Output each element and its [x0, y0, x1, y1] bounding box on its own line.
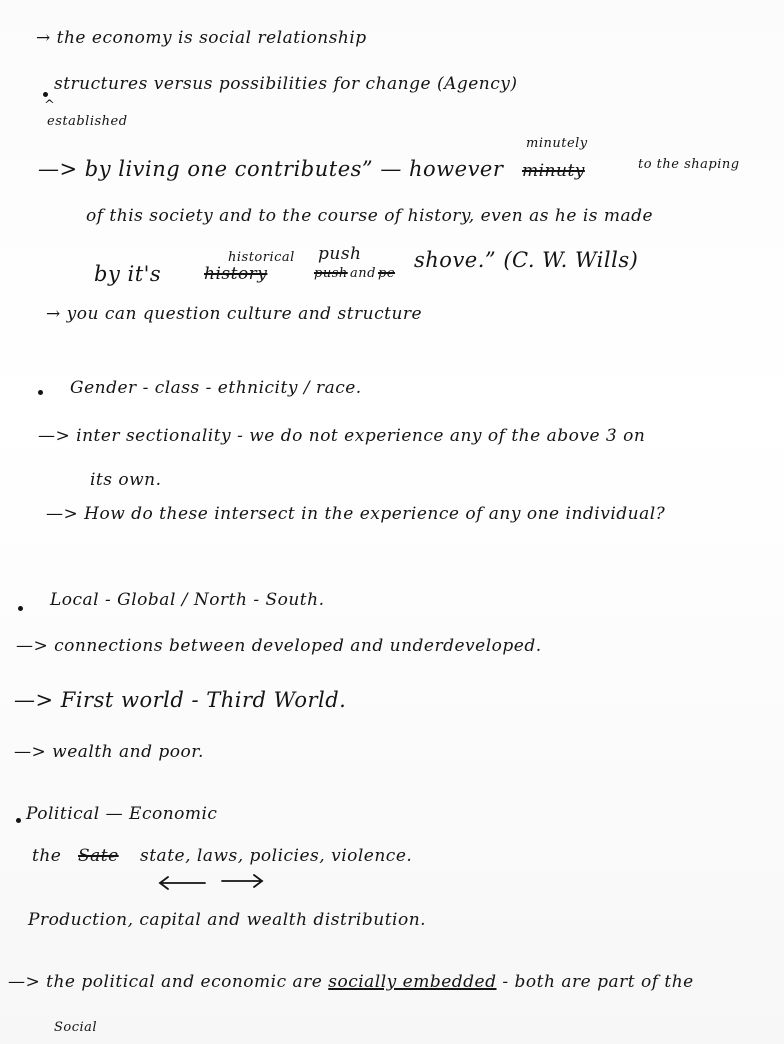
- note-line-17: Production, capital and wealth distribution.: [28, 910, 427, 930]
- note-line-3-post: to the shaping: [638, 157, 740, 172]
- note-line-18-post: - both are part of the: [502, 972, 694, 992]
- note-line-3-insert: minutely: [526, 136, 588, 151]
- note-line-4: of this society and to the course of history, even as he is made: [86, 206, 654, 226]
- note-line-16-struck: Sate: [78, 846, 119, 866]
- note-line-6: → you can question culture and structure: [46, 304, 423, 324]
- note-line-5-insert-1: historical: [228, 250, 295, 265]
- insert-caret: ^: [44, 98, 56, 113]
- note-line-16-post: state, laws, policies, violence.: [140, 846, 413, 866]
- note-line-5-struck-1: history: [204, 264, 268, 284]
- note-line-16-pre: the: [32, 846, 62, 866]
- note-line-5-struck-2: push: [314, 266, 348, 281]
- note-line-3-pre: —> by living one contributes” — however: [38, 157, 504, 181]
- note-line-5-struck-3: pe: [378, 266, 396, 281]
- note-line-5-insert-2: push: [318, 244, 362, 264]
- note-line-13: —> First world - Third World.: [14, 688, 347, 712]
- note-line-2: structures versus possibilities for change (Agency): [54, 74, 518, 94]
- note-line-15: Political — Economic: [26, 804, 218, 824]
- note-line-18: [8, 972, 694, 992]
- note-line-5-pre: by it's: [94, 262, 162, 286]
- note-line-12: —> connections between developed and underdeveloped.: [16, 636, 542, 656]
- note-line-7: Gender - class - ethnicity / race.: [70, 378, 362, 398]
- note-line-5-and: and: [350, 266, 376, 281]
- note-line-3-struck: minuty: [522, 161, 585, 181]
- note-line-14: —> wealth and poor.: [14, 742, 204, 762]
- note-line-2-insert: established: [47, 114, 128, 129]
- note-line-19: Social: [54, 1020, 98, 1035]
- note-line-10: —> How do these intersect in the experience of any one individual?: [46, 504, 666, 524]
- note-line-18-pre: —> the political and economic are: [8, 972, 323, 992]
- note-line-11: Local - Global / North - South.: [50, 590, 325, 610]
- note-line-1: → the economy is social relationship: [36, 28, 367, 48]
- note-line-8: —> inter sectionality - we do not experience any of the above 3 on: [38, 426, 646, 446]
- note-line-9: its own.: [90, 470, 162, 490]
- note-line-5-post: shove.” (C. W. Wills): [414, 248, 639, 272]
- note-line-18-underlined: socially embedded: [328, 972, 497, 992]
